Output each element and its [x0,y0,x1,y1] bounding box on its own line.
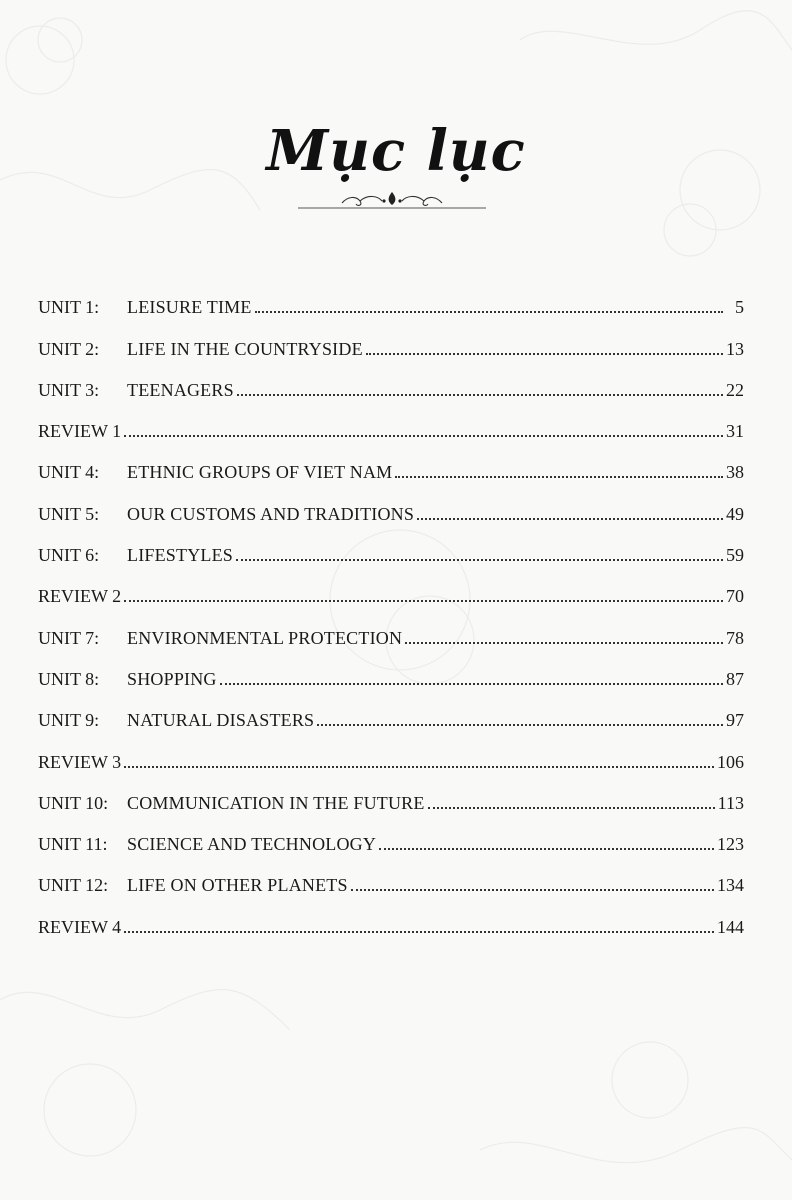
toc-entry[interactable] [38,483,744,524]
toc-entry-page-number: 31 [726,421,744,442]
toc-entry-label: UNIT 4: [38,462,100,483]
scroll-flourish-icon [298,188,486,212]
toc-entry[interactable] [38,649,744,690]
toc-entry-page-number: 134 [717,875,744,896]
toc-entry-label: UNIT 9: [38,710,100,731]
toc-entry-page-number: 144 [717,916,744,937]
toc-entry-label: REVIEW 1 [38,421,122,442]
toc-entry-label: REVIEW 2 [38,586,122,607]
toc-entry-page-number: 49 [726,503,744,524]
dot-leader [124,599,723,602]
toc-entry-title: LIFE ON OTHER PLANETS [127,875,348,896]
toc-entry-page-number: 123 [717,834,744,855]
title-block [0,112,792,222]
dot-leader [236,558,723,561]
toc-entry-label: UNIT 7: [38,627,100,648]
dot-leader [124,930,714,933]
toc-entry[interactable] [38,855,744,896]
toc-entry[interactable] [38,814,744,855]
toc-entry[interactable] [38,773,744,814]
toc-entry[interactable] [38,731,744,772]
dot-leader [405,641,723,644]
dot-leader [317,723,723,726]
toc-entry[interactable] [38,360,744,401]
toc-entry-label: UNIT 5: [38,503,100,524]
dot-leader [417,517,723,520]
toc-entry-label: UNIT 1: [38,297,100,318]
dot-leader [379,847,714,850]
toc-entry-label: UNIT 10: [38,792,109,813]
dot-leader [366,352,723,355]
dot-leader [351,888,714,891]
toc-entry-label: UNIT 11: [38,834,108,855]
toc-entry-page-number: 97 [726,710,744,731]
dot-leader [255,310,723,313]
toc-entry[interactable] [38,401,744,442]
toc-entry-page-number: 106 [717,751,744,772]
toc-entry-page-number: 70 [726,586,744,607]
toc-entry-title: NATURAL DISASTERS [127,710,315,731]
dot-leader [124,434,723,437]
toc-entry-title: LEISURE TIME [127,297,252,318]
page-title: Mục lục [266,118,526,184]
toc-entry[interactable] [38,896,744,937]
toc-entry-page-number: 22 [726,379,744,400]
toc-entry-label: REVIEW 4 [38,916,122,937]
toc-entry-page-number: 38 [726,462,744,483]
dot-leader [237,393,723,396]
dot-leader [220,682,723,685]
toc-entry-title: ETHNIC GROUPS OF VIET NAM [127,462,393,483]
toc-entry-page-number: 5 [735,297,744,318]
toc-entry-title: LIFESTYLES [127,545,234,566]
toc-entry-title: COMMUNICATION IN THE FUTURE [127,792,425,813]
toc-entry-page-number: 87 [726,668,744,689]
table-of-contents [38,277,744,938]
dot-leader [124,765,714,768]
dot-leader [395,475,723,478]
toc-entry-title: SCIENCE AND TECHNOLOGY [127,834,377,855]
toc-entry[interactable] [38,442,744,483]
toc-entry-title: LIFE IN THE COUNTRYSIDE [127,338,363,359]
toc-entry-page-number: 78 [726,627,744,648]
toc-entry[interactable] [38,277,744,318]
toc-entry-label: UNIT 8: [38,668,100,689]
toc-entry-page-number: 59 [726,545,744,566]
toc-entry-label: UNIT 12: [38,875,109,896]
toc-entry[interactable] [38,566,744,607]
toc-entry-label: UNIT 6: [38,545,100,566]
toc-entry[interactable] [38,607,744,648]
dot-leader [428,806,715,809]
toc-entry-label: UNIT 3: [38,379,100,400]
toc-entry-page-number: 13 [726,338,744,359]
toc-entry[interactable] [38,318,744,359]
toc-entry[interactable] [38,690,744,731]
toc-entry-title: ENVIRONMENTAL PROTECTION [127,627,403,648]
toc-entry-label: UNIT 2: [38,338,100,359]
toc-entry-title: TEENAGERS [127,379,234,400]
toc-entry-title: SHOPPING [127,668,217,689]
toc-entry-title: OUR CUSTOMS AND TRADITIONS [127,503,415,524]
toc-entry-page-number: 113 [717,792,744,813]
toc-entry-label: REVIEW 3 [38,751,122,772]
toc-entry[interactable] [38,525,744,566]
